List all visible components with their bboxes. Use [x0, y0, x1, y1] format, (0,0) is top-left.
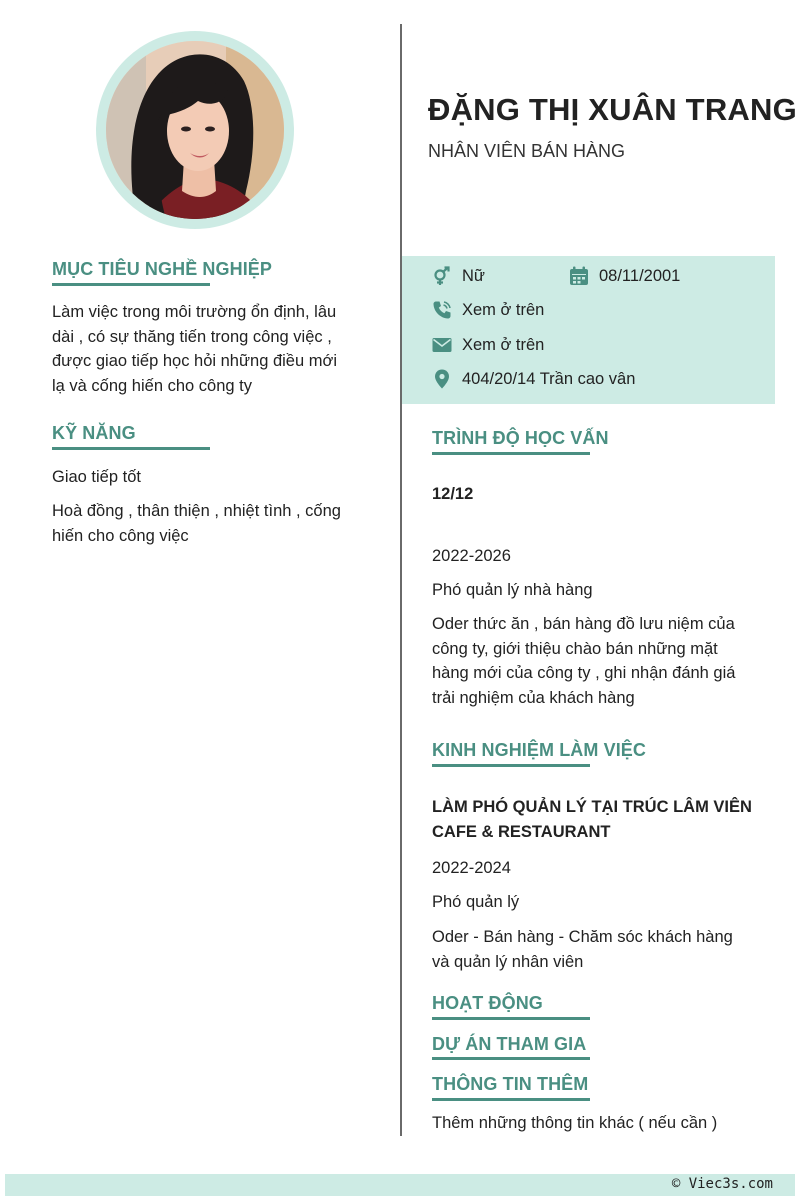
phone-icon: [432, 300, 452, 320]
avatar: [106, 41, 284, 219]
experience-line: Oder - Bán hàng - Chăm sóc khách hàng: [432, 928, 733, 946]
avatar-portrait: [106, 41, 284, 219]
additional-text: Thêm những thông tin khác ( nếu cần ): [432, 1114, 718, 1132]
gender-row: [432, 266, 485, 286]
experience-company-line: CAFE & RESTAURANT: [432, 822, 611, 841]
objective-rule: [52, 283, 210, 286]
education-line: hàng mới của công ty , ghi nhận đánh giá: [432, 664, 736, 682]
education-line: công ty, giới thiệu chào bán những mặt: [432, 639, 718, 658]
education-line: Oder thức ăn , bán hàng đồ lưu niệm của: [432, 615, 735, 633]
experience-period: 2022-2024: [432, 859, 511, 877]
skill-line: hiến cho công việc: [52, 526, 189, 545]
objective-line: lạ và cống hiến cho công ty: [52, 376, 252, 395]
activities-rule: [432, 1017, 590, 1020]
skill-item: [52, 499, 362, 548]
experience-heading: KINH NGHIỆM LÀM VIỆC: [432, 740, 647, 760]
objective-line: được giao tiếp học hỏi những điều mới: [52, 352, 337, 370]
objective-text: [52, 300, 362, 398]
additional-heading: THÔNG TIN THÊM: [432, 1074, 589, 1094]
experience-company: [432, 795, 772, 844]
birthdate-value: 08/11/2001: [599, 266, 681, 285]
footer-credit[interactable]: © Viec3s.com: [671, 1176, 773, 1192]
objective-line: dài , có sự thăng tiến trong công việc ,: [52, 327, 332, 346]
email-value: Xem ở trên: [462, 335, 545, 354]
skill-item: Giao tiếp tốt: [52, 468, 141, 486]
skills-heading: KỸ NĂNG: [52, 423, 136, 443]
education-level: 12/12: [432, 485, 474, 503]
phone-row: [432, 300, 544, 320]
skills-rule: [52, 447, 210, 450]
education-line: trải nghiệm của khách hàng: [432, 688, 635, 707]
candidate-position: NHÂN VIÊN BÁN HÀNG: [428, 141, 626, 161]
education-title: Phó quản lý nhà hàng: [432, 581, 593, 599]
footer-bar: [5, 1174, 795, 1196]
experience-rule: [432, 764, 590, 767]
column-divider: [400, 24, 402, 1136]
gender-value: Nữ: [462, 266, 485, 285]
education-description: [432, 612, 772, 710]
experience-company-line: LÀM PHÓ QUẢN LÝ TẠI TRÚC LÂM VIÊN: [432, 798, 752, 816]
additional-rule: [432, 1098, 590, 1101]
skill-line: Hoà đồng , thân thiện , nhiệt tình , cống: [52, 502, 341, 520]
education-rule: [432, 452, 590, 455]
education-period: 2022-2026: [432, 547, 511, 565]
mail-icon: [432, 335, 452, 355]
experience-line: và quản lý nhân viên: [432, 952, 584, 971]
location-icon: [432, 369, 452, 389]
phone-value: Xem ở trên: [462, 300, 545, 319]
education-heading: TRÌNH ĐỘ HỌC VẤN: [432, 428, 609, 448]
email-row: [432, 335, 544, 355]
address-value: 404/20/14 Trần cao vân: [462, 369, 636, 388]
objective-heading: MỤC TIÊU NGHỀ NGHIỆP: [52, 259, 273, 279]
experience-title: Phó quản lý: [432, 893, 520, 911]
candidate-name: ĐẶNG THỊ XUÂN TRANG: [428, 92, 797, 127]
birthdate-row: [569, 266, 680, 286]
calendar-icon: [569, 266, 589, 286]
experience-description: [432, 925, 772, 974]
activities-heading: HOẠT ĐỘNG: [432, 993, 543, 1013]
projects-rule: [432, 1057, 590, 1060]
objective-line: Làm việc trong môi trường ổn định, lâu: [52, 303, 337, 321]
gender-icon: [432, 266, 452, 286]
address-row: [432, 369, 635, 389]
projects-heading: DỰ ÁN THAM GIA: [432, 1034, 587, 1054]
